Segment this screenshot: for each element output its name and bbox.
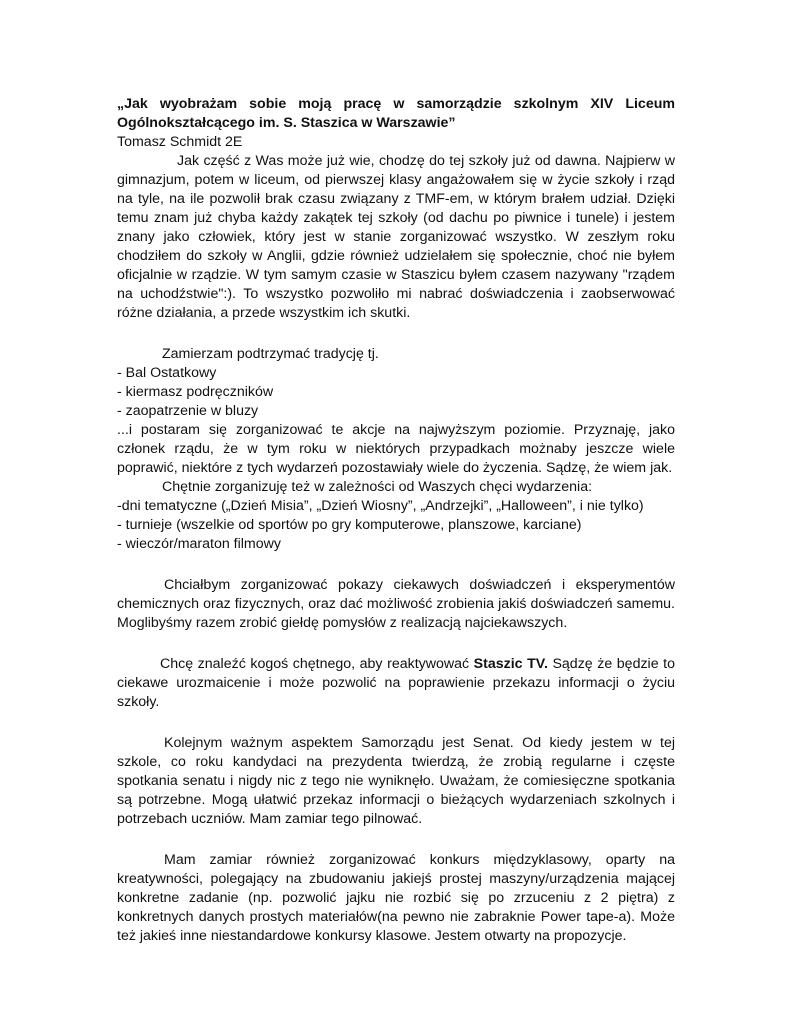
tv-text-before: Chcę znaleźć kogoś chętnego, aby reaktywować [160,656,474,672]
spacer [117,554,675,576]
spacer [117,633,675,655]
paragraph-experiments: Chciałbym zorganizować pokazy ciekawych doświadczeń i eksperymentów chemicznych oraz fizycznych, oraz dać możliwość zrobienia jakiś doświadczeń samemu. Moglibyśmy razem zrobić giełdę pomysłów z realizacją najciekawszych. [117,577,675,631]
title-line-2: Ogólnokształcącego im. S. Staszica w Warszawie” [117,115,456,131]
list-item: - turnieje (wszelkie od sportów po gry komputerowe, planszowe, karciane) [117,517,582,533]
spacer [117,712,675,734]
events-intro: Chętnie zorganizuję też w zależności od Waszych chęci wydarzenia: [162,479,593,495]
list-item: - kiermasz podręczników [117,384,274,400]
paragraph-staszic-tv [117,655,675,712]
title-line-1: „Jak wyobrażam sobie moją pracę w samorządzie szkolnym XIV Liceum [117,96,675,112]
spacer [117,323,675,345]
paragraph-intro: Jak część z Was może już wie, chodzę do tej szkoły już od dawna. Najpierw w gimnazjum, potem w liceum, od pierwszej klasy angażowałem się w życie szkoły i rząd na tyle, na ile pozwolił brak czasu związany z TMF-em, w którym brałem udział. Dzięki temu znam już chyba każdy zakątek tej szkoły (od dachu po piwnice i tunele) i jestem znany jako człowiek, który jest w stanie zorganizować wszystko. W zeszłym roku chodziłem do szkoły w Anglii, gdzie również udzielałem się społecznie, choć nie byłem oficjalnie w rządzie. W tym samym czasie w Staszicu byłem czasem nazywany "rządem na uchodźstwie":). To wszystko pozwoliło mi nabrać doświadczenia i zaobserwować różne działania, a przede wszystkim ich skutki. [117,153,675,321]
document-page [117,95,675,946]
spacer [117,829,675,851]
tradition-outro: ...i postaram się zorganizować te akcje na najwyższym poziomie. Przyznaję, jako członek rządu, że w tym roku w niektórych przypadkach możnaby jeszcze wiele poprawić, niektóre z tych wydarzeń pozostawiały wiele do życzenia. Sądzę, że wiem jak. [117,422,675,476]
paragraph-contest: Mam zamiar również zorganizować konkurs międzyklasowy, oparty na kreatywności, polegający na zbudowaniu jakiejś prostej maszyny/urządzenia mającej konkretne zadanie (np. pozwolić jajku nie rozbić się po zrzuceniu z 2 piętra) z konkretnych danych prostych materiałów(na pewno nie zabraknie Power tape-a). Może też jakieś inne niestandardowe konkursy klasowe. Jestem otwarty na propozycje. [117,852,675,944]
paragraph-senate: Kolejnym ważnym aspektem Samorządu jest Senat. Od kiedy jestem w tej szkole, co roku kandydaci na prezydenta twierdzą, że zrobią regularne i częste spotkania senatu i nigdy nic z tego nie wyniknęło. Uważam, że comiesięczne spotkania są potrzebne. Mogą ułatwić przekaz informacji o bieżących wydarzeniach szkolnych i potrzebach uczniów. Mam zamiar tego pilnować. [117,735,675,827]
tradition-intro: Zamierzam podtrzymać tradycję tj. [162,346,379,362]
list-item: - Bal Ostatkowy [117,365,217,381]
tv-text-after: Sądzę że będzie to ciekawe urozmaicenie i może pozwolić na poprawienie przekazu informacji o życiu szkoły. [117,656,675,710]
staszic-tv-bold: Staszic TV. [473,656,548,672]
list-item: - zaopatrzenie w bluzy [117,403,259,419]
list-item: -dni tematyczne („Dzień Misia”, „Dzień Wiosny”, „Andrzejki”, „Halloween”, i nie tylko) [117,498,644,514]
author-line: Tomasz Schmidt 2E [117,134,243,150]
list-item: - wieczór/maraton filmowy [117,536,281,552]
document-title [117,95,675,133]
